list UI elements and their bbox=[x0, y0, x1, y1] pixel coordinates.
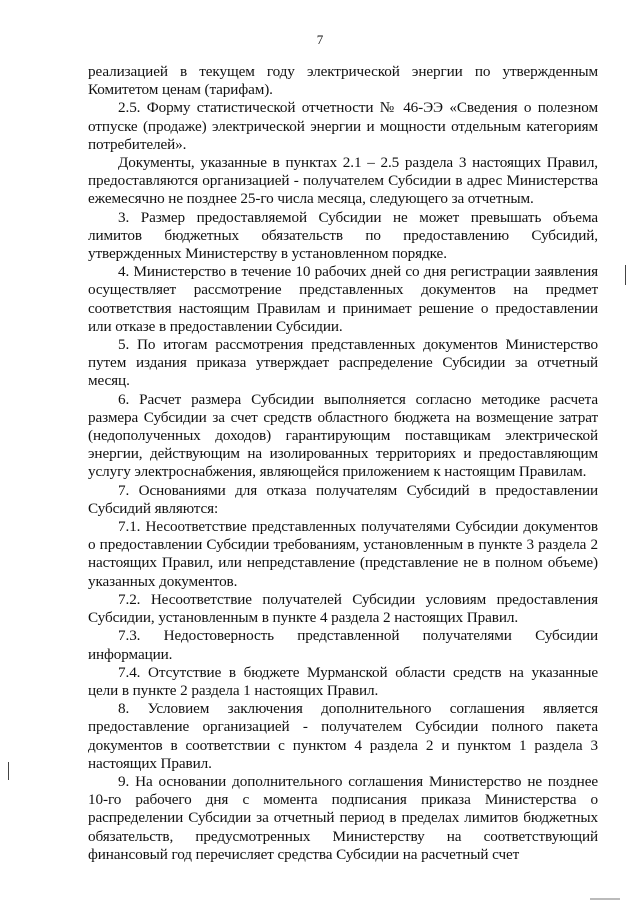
paragraph-7-3: 7.3. Недостоверность представленной получателями Субсидии информации. bbox=[88, 627, 598, 663]
scan-edge-mark-right bbox=[625, 265, 626, 285]
paragraph-7-1: 7.1. Несоответствие представленных получателями Субсидии документов о предоставлении Субсидии требованиям, установленным в пункте 3 раздела 2 настоящих Правил, или непредставление (представление не в полном объеме) указанных документов. bbox=[88, 518, 598, 590]
paragraph-9: 9. На основании дополнительного соглашения Министерство не позднее 10-го рабочего дня с момента подписания приказа Министерства о распределении Субсидии за отчетный период в пределах лимитов бюджетных обязательств, предусмотренных Министерству на соответствующий финансовый год перечисляет средства Субсидии на расчетный счет bbox=[88, 772, 598, 863]
paragraph-documents: Документы, указанные в пунктах 2.1 – 2.5 раздела 3 настоящих Правил, предоставляются организацией - получателем Субсидии в адрес Министерства ежемесячно не позднее 25-го числа месяца, следующего за отчетным. bbox=[88, 154, 598, 208]
scan-speck bbox=[590, 898, 620, 900]
paragraph-7-2: 7.2. Несоответствие получателей Субсидии условиям предоставления Субсидии, установленным в пункте 4 раздела 2 настоящих Правил. bbox=[88, 590, 598, 627]
paragraph-7-4: 7.4. Отсутствие в бюджете Мурманской области средств на указанные цели в пункте 2 раздела 1 настоящих Правил. bbox=[88, 663, 598, 699]
document-body bbox=[88, 63, 598, 864]
paragraph-3: 3. Размер предоставляемой Субсидии не может превышать объема лимитов бюджетных обязательств по предоставлению Субсидий, утвержденных Министерству в установленном порядке. bbox=[88, 208, 598, 263]
page-number: 7 bbox=[316, 32, 324, 47]
paragraph-5: 5. По итогам рассмотрения представленных документов Министерство путем издания приказа утверждает распределение Субсидии за отчетный месяц. bbox=[88, 336, 598, 390]
paragraph-7: 7. Основаниями для отказа получателям Субсидий в предоставлении Субсидий являются: bbox=[88, 481, 598, 517]
paragraph-4: 4. Министерство в течение 10 рабочих дней со дня регистрации заявления осуществляет рассмотрение представленных документов на предмет соответствия настоящим Правилам и принимает решение о предоставлении или отказе в предоставлении Субсидии. bbox=[88, 263, 598, 335]
paragraph-2-5: 2.5. Форму статистической отчетности № 46-ЭЭ «Сведения о полезном отпуске (продаже) электрической энергии и мощности отдельным категориям потребителей». bbox=[88, 99, 598, 153]
scan-edge-mark-left bbox=[8, 762, 9, 780]
paragraph-8: 8. Условием заключения дополнительного соглашения является предоставление организацией - получателем Субсидии полного пакета документов в соответствии с пунктом 4 раздела 2 и пунктом 1 раздела 3 настоящих Правил. bbox=[88, 700, 598, 772]
paragraph-6: 6. Расчет размера Субсидии выполняется согласно методике расчета размера Субсидии за счет средств областного бюджета на возмещение затрат (недополученных доходов) гарантирующим поставщикам электрической энергии, действующим на изолированных территориях и предоставляющим услугу электроснабжения, являющейся приложением к настоящим Правилам. bbox=[88, 390, 598, 481]
paragraph-continuation: реализацией в текущем году электрической энергии по утвержденным Комитетом ценам (тарифам). bbox=[88, 63, 598, 99]
